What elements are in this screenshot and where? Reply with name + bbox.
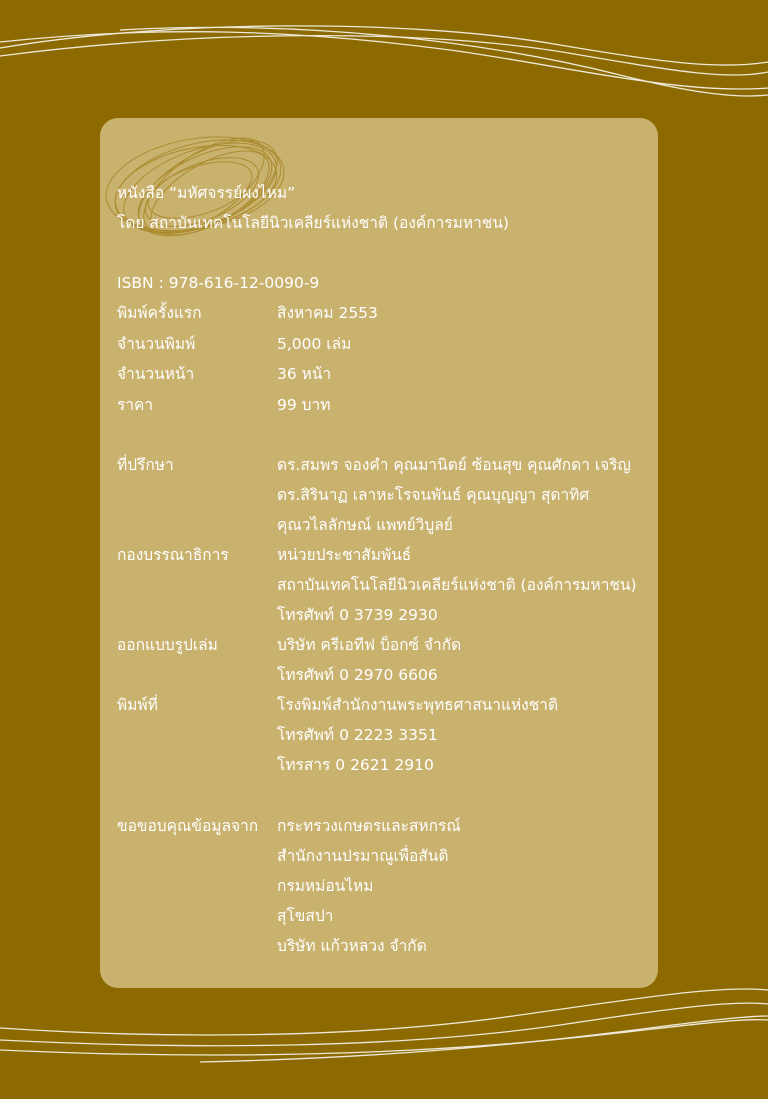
thanks-line: กรมหม่อนไหม bbox=[277, 877, 374, 895]
credit-row-design bbox=[117, 665, 657, 685]
book-author: โดย สถาบันเทคโนโลยีนิวเคลียร์แห่งชาติ (องค์การมหาชน) bbox=[117, 214, 509, 232]
credit-line: โทรสาร 0 2621 2910 bbox=[277, 756, 434, 774]
detail-value: 5,000 เล่ม bbox=[277, 335, 352, 353]
credit-label: พิมพ์ที่ bbox=[117, 696, 158, 714]
thanks-line: สุโขสปา bbox=[277, 907, 334, 925]
credit-row-editorial bbox=[117, 545, 657, 565]
credit-row-advisors bbox=[117, 455, 657, 475]
book-title: หนังสือ “มหัศจรรย์ผงไหม” bbox=[117, 184, 296, 202]
detail-label: พิมพ์ครั้งแรก bbox=[117, 304, 202, 322]
detail-label: ราคา bbox=[117, 396, 154, 414]
detail-row bbox=[117, 364, 657, 384]
credit-row-printer bbox=[117, 725, 657, 745]
credit-line: หน่วยประชาสัมพันธ์ bbox=[277, 546, 412, 564]
detail-label: จำนวนพิมพ์ bbox=[117, 335, 196, 353]
detail-value: 36 หน้า bbox=[277, 365, 332, 383]
isbn: ISBN : 978-616-12-0090-9 bbox=[117, 274, 320, 292]
credit-label: กองบรรณาธิการ bbox=[117, 546, 229, 564]
credit-row-advisors bbox=[117, 515, 657, 535]
credit-label: ที่ปรึกษา bbox=[117, 456, 174, 474]
credit-line: สถาบันเทคโนโลยีนิวเคลียร์แห่งชาติ (องค์การมหาชน) bbox=[277, 576, 637, 594]
detail-row bbox=[117, 395, 657, 415]
credit-row-printer bbox=[117, 755, 657, 775]
credit-label: ออกแบบรูปเล่ม bbox=[117, 636, 218, 654]
credit-line: บริษัท ครีเอทีฟ บ็อกซ์ จำกัด bbox=[277, 636, 462, 654]
credit-row-advisors bbox=[117, 485, 657, 505]
credit-line: โทรศัพท์ 0 3739 2930 bbox=[277, 606, 438, 624]
thanks-row bbox=[117, 816, 657, 836]
credit-row-printer bbox=[117, 695, 657, 715]
detail-row bbox=[117, 303, 657, 323]
detail-value: 99 บาท bbox=[277, 396, 331, 414]
credit-line: ดร.สมพร จองคำ คุณมานิตย์ ซ้อนสุข คุณศักดา เจริญ bbox=[277, 456, 631, 474]
thanks-row bbox=[117, 906, 657, 926]
credit-line: คุณวไลลักษณ์ แพทย์วิบูลย์ bbox=[277, 516, 453, 534]
thanks-line: สำนักงานปรมาณูเพื่อสันติ bbox=[277, 847, 449, 865]
credit-line: โทรศัพท์ 0 2970 6606 bbox=[277, 666, 438, 684]
thanks-label: ขอขอบคุณข้อมูลจาก bbox=[117, 817, 259, 835]
thanks-line: กระทรวงเกษตรและสหกรณ์ bbox=[277, 817, 461, 835]
thanks-row bbox=[117, 876, 657, 896]
detail-row bbox=[117, 334, 657, 354]
thanks-row bbox=[117, 846, 657, 866]
credit-line: โทรศัพท์ 0 2223 3351 bbox=[277, 726, 438, 744]
info-panel bbox=[100, 118, 658, 988]
credit-row-design bbox=[117, 635, 657, 655]
detail-value: สิงหาคม 2553 bbox=[277, 304, 378, 322]
credit-row-editorial bbox=[117, 575, 657, 595]
thanks-row bbox=[117, 936, 657, 956]
thanks-line: บริษัท แก้วหลวง จำกัด bbox=[277, 937, 427, 955]
credit-row-editorial bbox=[117, 605, 657, 625]
detail-label: จำนวนหน้า bbox=[117, 365, 195, 383]
credit-line: โรงพิมพ์สำนักงานพระพุทธศาสนาแห่งชาติ bbox=[277, 696, 559, 714]
credit-line: ดร.สิรินาฏ เลาหะโรจนพันธ์ คุณบุญญา สุดาทิศ bbox=[277, 486, 590, 504]
